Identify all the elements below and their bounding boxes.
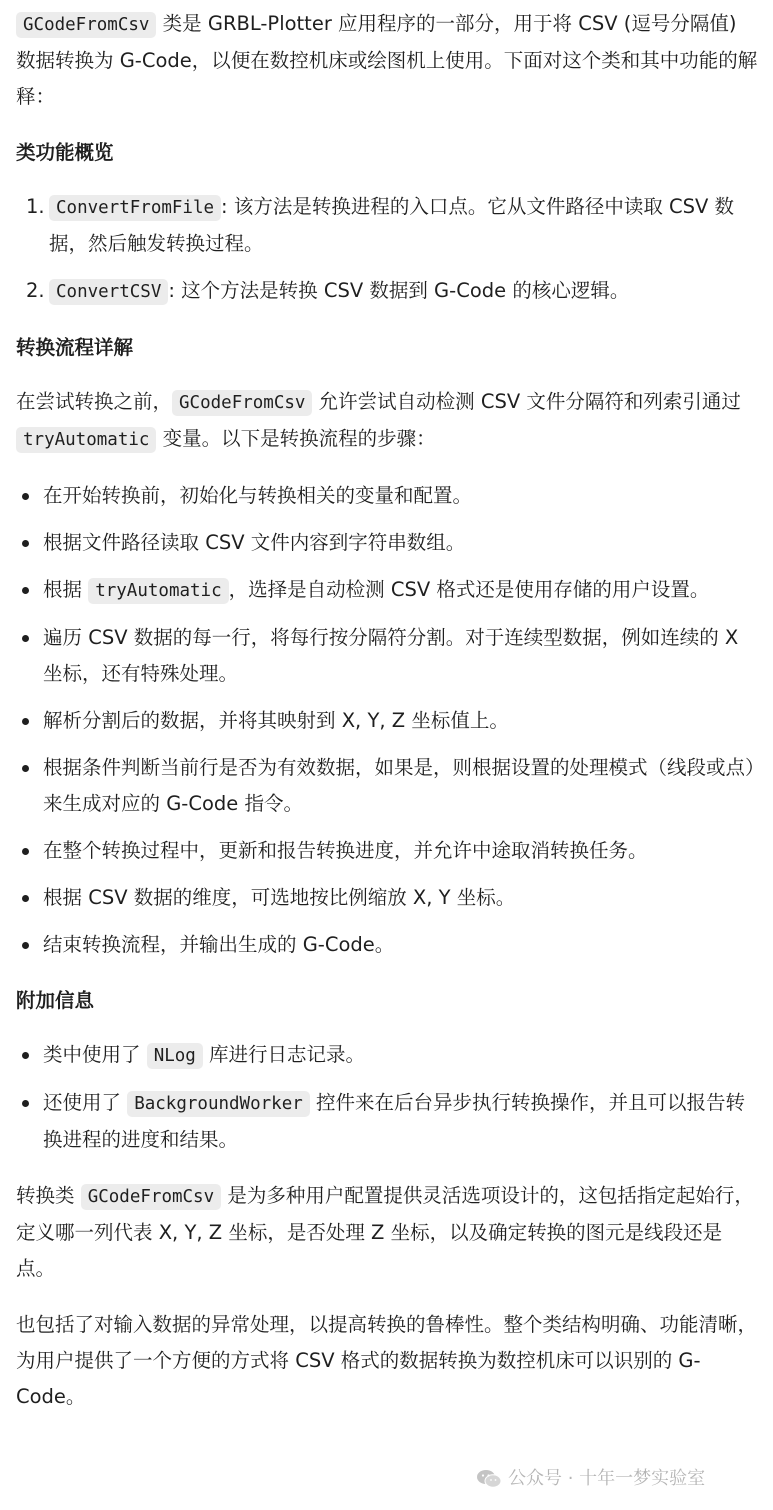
inline-code: ConvertCSV — [49, 279, 168, 305]
section-heading-overview: 类功能概览 — [16, 141, 114, 164]
inline-code: NLog — [147, 1043, 203, 1069]
inline-code: GCodeFromCsv — [172, 390, 312, 416]
inline-code: tryAutomatic — [88, 578, 228, 604]
list-item: 结束转换流程，并输出生成的 G-Code。 — [16, 927, 758, 963]
flow-steps-list — [16, 478, 758, 963]
inline-code: ConvertFromFile — [49, 195, 221, 221]
summary-paragraph: 转换类 GCodeFromCsv 是为多种用户配置提供灵活选项设计的，这包括指定起始行，定义哪一列代表 X, Y, Z 坐标，是否处理 Z 坐标，以及确定转换的图元是线段还是点。 — [16, 1184, 754, 1280]
list-item: 根据文件路径读取 CSV 文件内容到字符串数组。 — [16, 525, 758, 561]
intro-paragraph — [16, 6, 758, 115]
bullet-dot — [22, 895, 29, 902]
list-item: 根据条件判断当前行是否为有效数据，如果是，则根据设置的处理模式（线段或点）来生成对应的 G-Code 指令。 — [16, 750, 758, 822]
list-item: 2. ConvertCSV : 这个方法是转换 CSV 数据到 G-Code 的核心逻辑。 — [16, 273, 758, 310]
bullet-dot — [22, 848, 29, 855]
document — [16, 6, 758, 1435]
overview-list — [16, 189, 758, 310]
list-item: 类中使用了 NLog 库进行日志记录。 — [16, 1037, 758, 1074]
list-item: 在整个转换过程中，更新和报告转换进度，并允许中途取消转换任务。 — [16, 833, 758, 869]
bullet-dot — [22, 942, 29, 949]
list-item: 还使用了 BackgroundWorker 控件来在后台异步执行转换操作，并且可以报告转换进程的进度和结果。 — [16, 1085, 758, 1158]
list-item: 1. ConvertFromFile : 该方法是转换进程的入口点。它从文件路径中读取 CSV 数据，然后触发转换过程。 — [26, 195, 735, 255]
bullet-dot — [22, 587, 29, 594]
section-heading-flow: 转换流程详解 — [16, 336, 134, 359]
bullet-dot — [22, 1052, 29, 1059]
list-item: 遍历 CSV 数据的每一行，将每行按分隔符分割。对于连续型数据，例如连续的 X 坐标，还有特殊处理。 — [16, 620, 758, 692]
watermark-text: 公众号 · 十年一梦实验室 — [508, 1468, 706, 1489]
closing-paragraph: 也包括了对输入数据的异常处理，以提高转换的鲁棒性。整个类结构明确、功能清晰，为用户提供了一个方便的方式将 CSV 格式的数据转换为数控机床可以识别的 G-Code。 — [16, 1313, 758, 1408]
list-item: 在开始转换前，初始化与转换相关的变量和配置。 — [16, 478, 758, 514]
inline-code: BackgroundWorker — [127, 1091, 310, 1117]
extra-info-list — [16, 1037, 758, 1158]
bullet-dot — [22, 1100, 29, 1107]
bullet-dot — [22, 493, 29, 500]
inline-code: GCodeFromCsv — [81, 1184, 221, 1210]
bullet-dot — [22, 718, 29, 725]
wechat-icon — [476, 1469, 502, 1489]
bullet-dot — [22, 635, 29, 642]
list-item: 根据 CSV 数据的维度，可选地按比例缩放 X, Y 坐标。 — [16, 880, 758, 916]
flow-paragraph: 在尝试转换之前， GCodeFromCsv 允许尝试自动检测 CSV 文件分隔符和列索引通过 tryAutomatic 变量。以下是转换流程的步骤： — [16, 384, 758, 458]
inline-code: GCodeFromCsv — [16, 12, 156, 38]
list-item: 根据 tryAutomatic ，选择是自动检测 CSV 格式还是使用存储的用户设置。 — [16, 572, 758, 609]
bullet-dot — [22, 540, 29, 547]
intro-text: 类是 GRBL-Plotter 应用程序的一部分，用于将 CSV (逗号分隔值) 数据转换为 G-Code，以便在数控机床或绘图机上使用。下面对这个类和其中功能的解释： — [16, 12, 758, 108]
watermark — [476, 1464, 756, 1494]
section-heading-extra: 附加信息 — [16, 989, 95, 1012]
list-item: 解析分割后的数据，并将其映射到 X, Y, Z 坐标值上。 — [16, 703, 758, 739]
inline-code: tryAutomatic — [16, 427, 156, 453]
bullet-dot — [22, 765, 29, 772]
